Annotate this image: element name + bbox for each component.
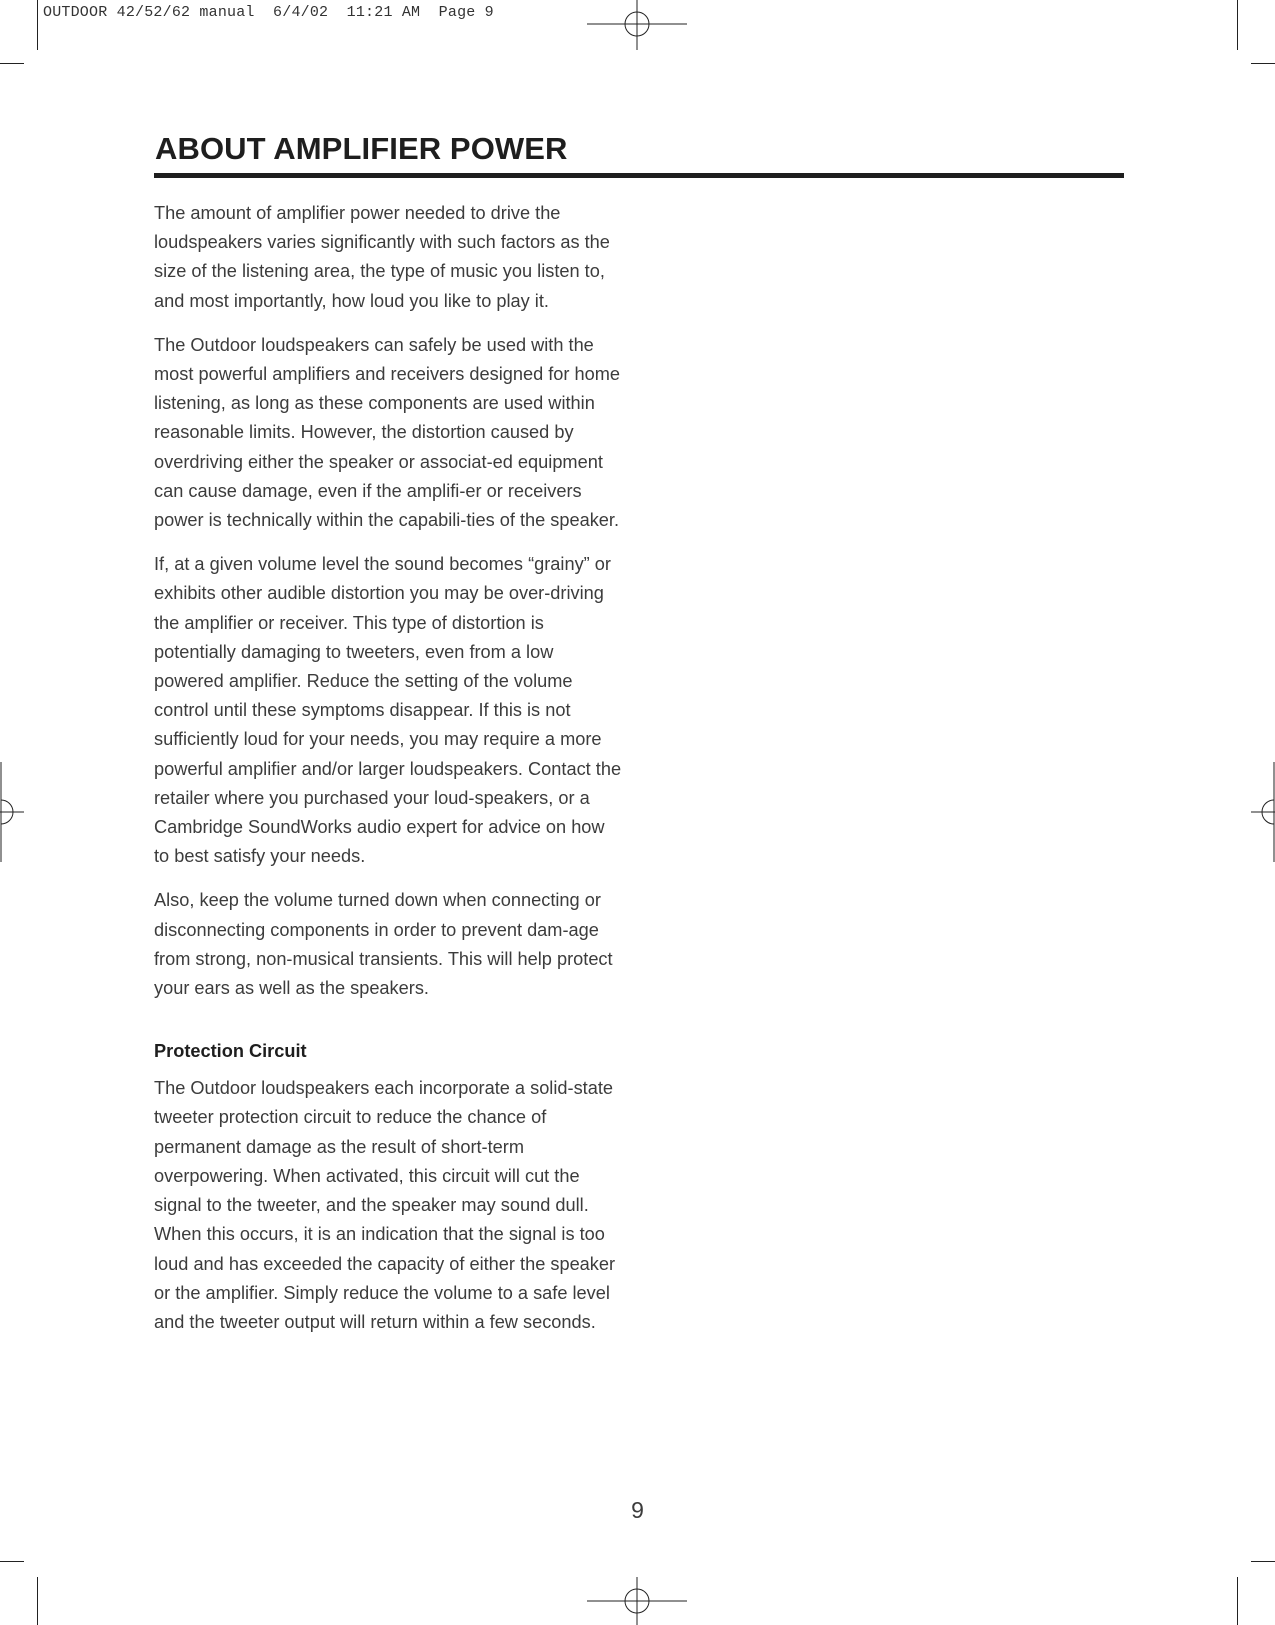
registration-mark-left xyxy=(0,760,26,864)
registration-mark-top xyxy=(585,0,690,50)
crop-mark-top-right-horizontal xyxy=(1251,63,1275,64)
crop-mark-bottom-right-horizontal xyxy=(1251,1561,1275,1562)
subsection-title: Protection Circuit xyxy=(154,1041,307,1062)
subsection-paragraph: The Outdoor loudspeakers each incorporate a solid-state tweeter protection circuit to reduce the chance of permanent damage as the result of short-term overpowering. When activated, this circuit will cut the signal to the tweeter, and the speaker may sound dull. When this occurs, it is an indication that the signal is too loud and has exceeded the capacity of either the speaker or the amplifier. Simply reduce the volume to a safe level and the tweeter output will return within a few seconds. xyxy=(154,1078,616,1332)
body-paragraph: The Outdoor loudspeakers can safely be used with the most powerful amplifiers and receivers designed for home listening, as long as these components are used within reasonable limits. However, the distortion caused by overdriving either the speaker or associat-ed equipment can cause damage, even if the amplifi-er or receivers power is technically within the capabili-ties of the speaker. xyxy=(154,334,621,531)
page-number: 9 xyxy=(631,1497,644,1523)
body-paragraph: The amount of amplifier power needed to drive the loudspeakers varies significantly with such factors as the size of the listening area, the type of music you listen to, and most importantly, how loud you like to play it. xyxy=(154,203,610,311)
body-paragraph: Also, keep the volume turned down when connecting or disconnecting components in order to prevent dam-age from strong, non-musical transients. This will help protect your ears as well as the speakers. xyxy=(154,890,613,999)
crop-mark-bottom-left-vertical xyxy=(37,1577,38,1625)
registration-mark-bottom xyxy=(585,1577,690,1625)
registration-mark-right xyxy=(1249,760,1275,864)
crop-mark-bottom-left-horizontal xyxy=(0,1561,24,1562)
crop-mark-top-left-vertical xyxy=(37,0,38,50)
crop-mark-top-left-horizontal xyxy=(0,63,24,64)
body-paragraph: If, at a given volume level the sound becomes “grainy” or exhibits other audible distortion you may be over-driving the amplifier or receiver. This type of distortion is potentially damaging to tweeters, even from a low powered amplifier. Reduce the setting of the volume control until these symptoms disappear. If this is not sufficiently loud for your needs, you may require a more powerful amplifier and/or larger loudspeakers. Contact the retailer where you purchased your loud-speakers, or a Cambridge SoundWorks audio expert for advice on how to best satisfy your needs. xyxy=(154,554,622,867)
body-column xyxy=(154,199,624,1352)
crop-mark-bottom-right-vertical xyxy=(1237,1577,1238,1625)
section-title: ABOUT AMPLIFIER POWER xyxy=(155,131,568,166)
print-slug-line: OUTDOOR 42/52/62 manual 6/4/02 11:21 AM Page 9 xyxy=(43,4,494,21)
crop-mark-top-right-vertical xyxy=(1237,0,1238,50)
section-title-rule xyxy=(154,173,1124,178)
